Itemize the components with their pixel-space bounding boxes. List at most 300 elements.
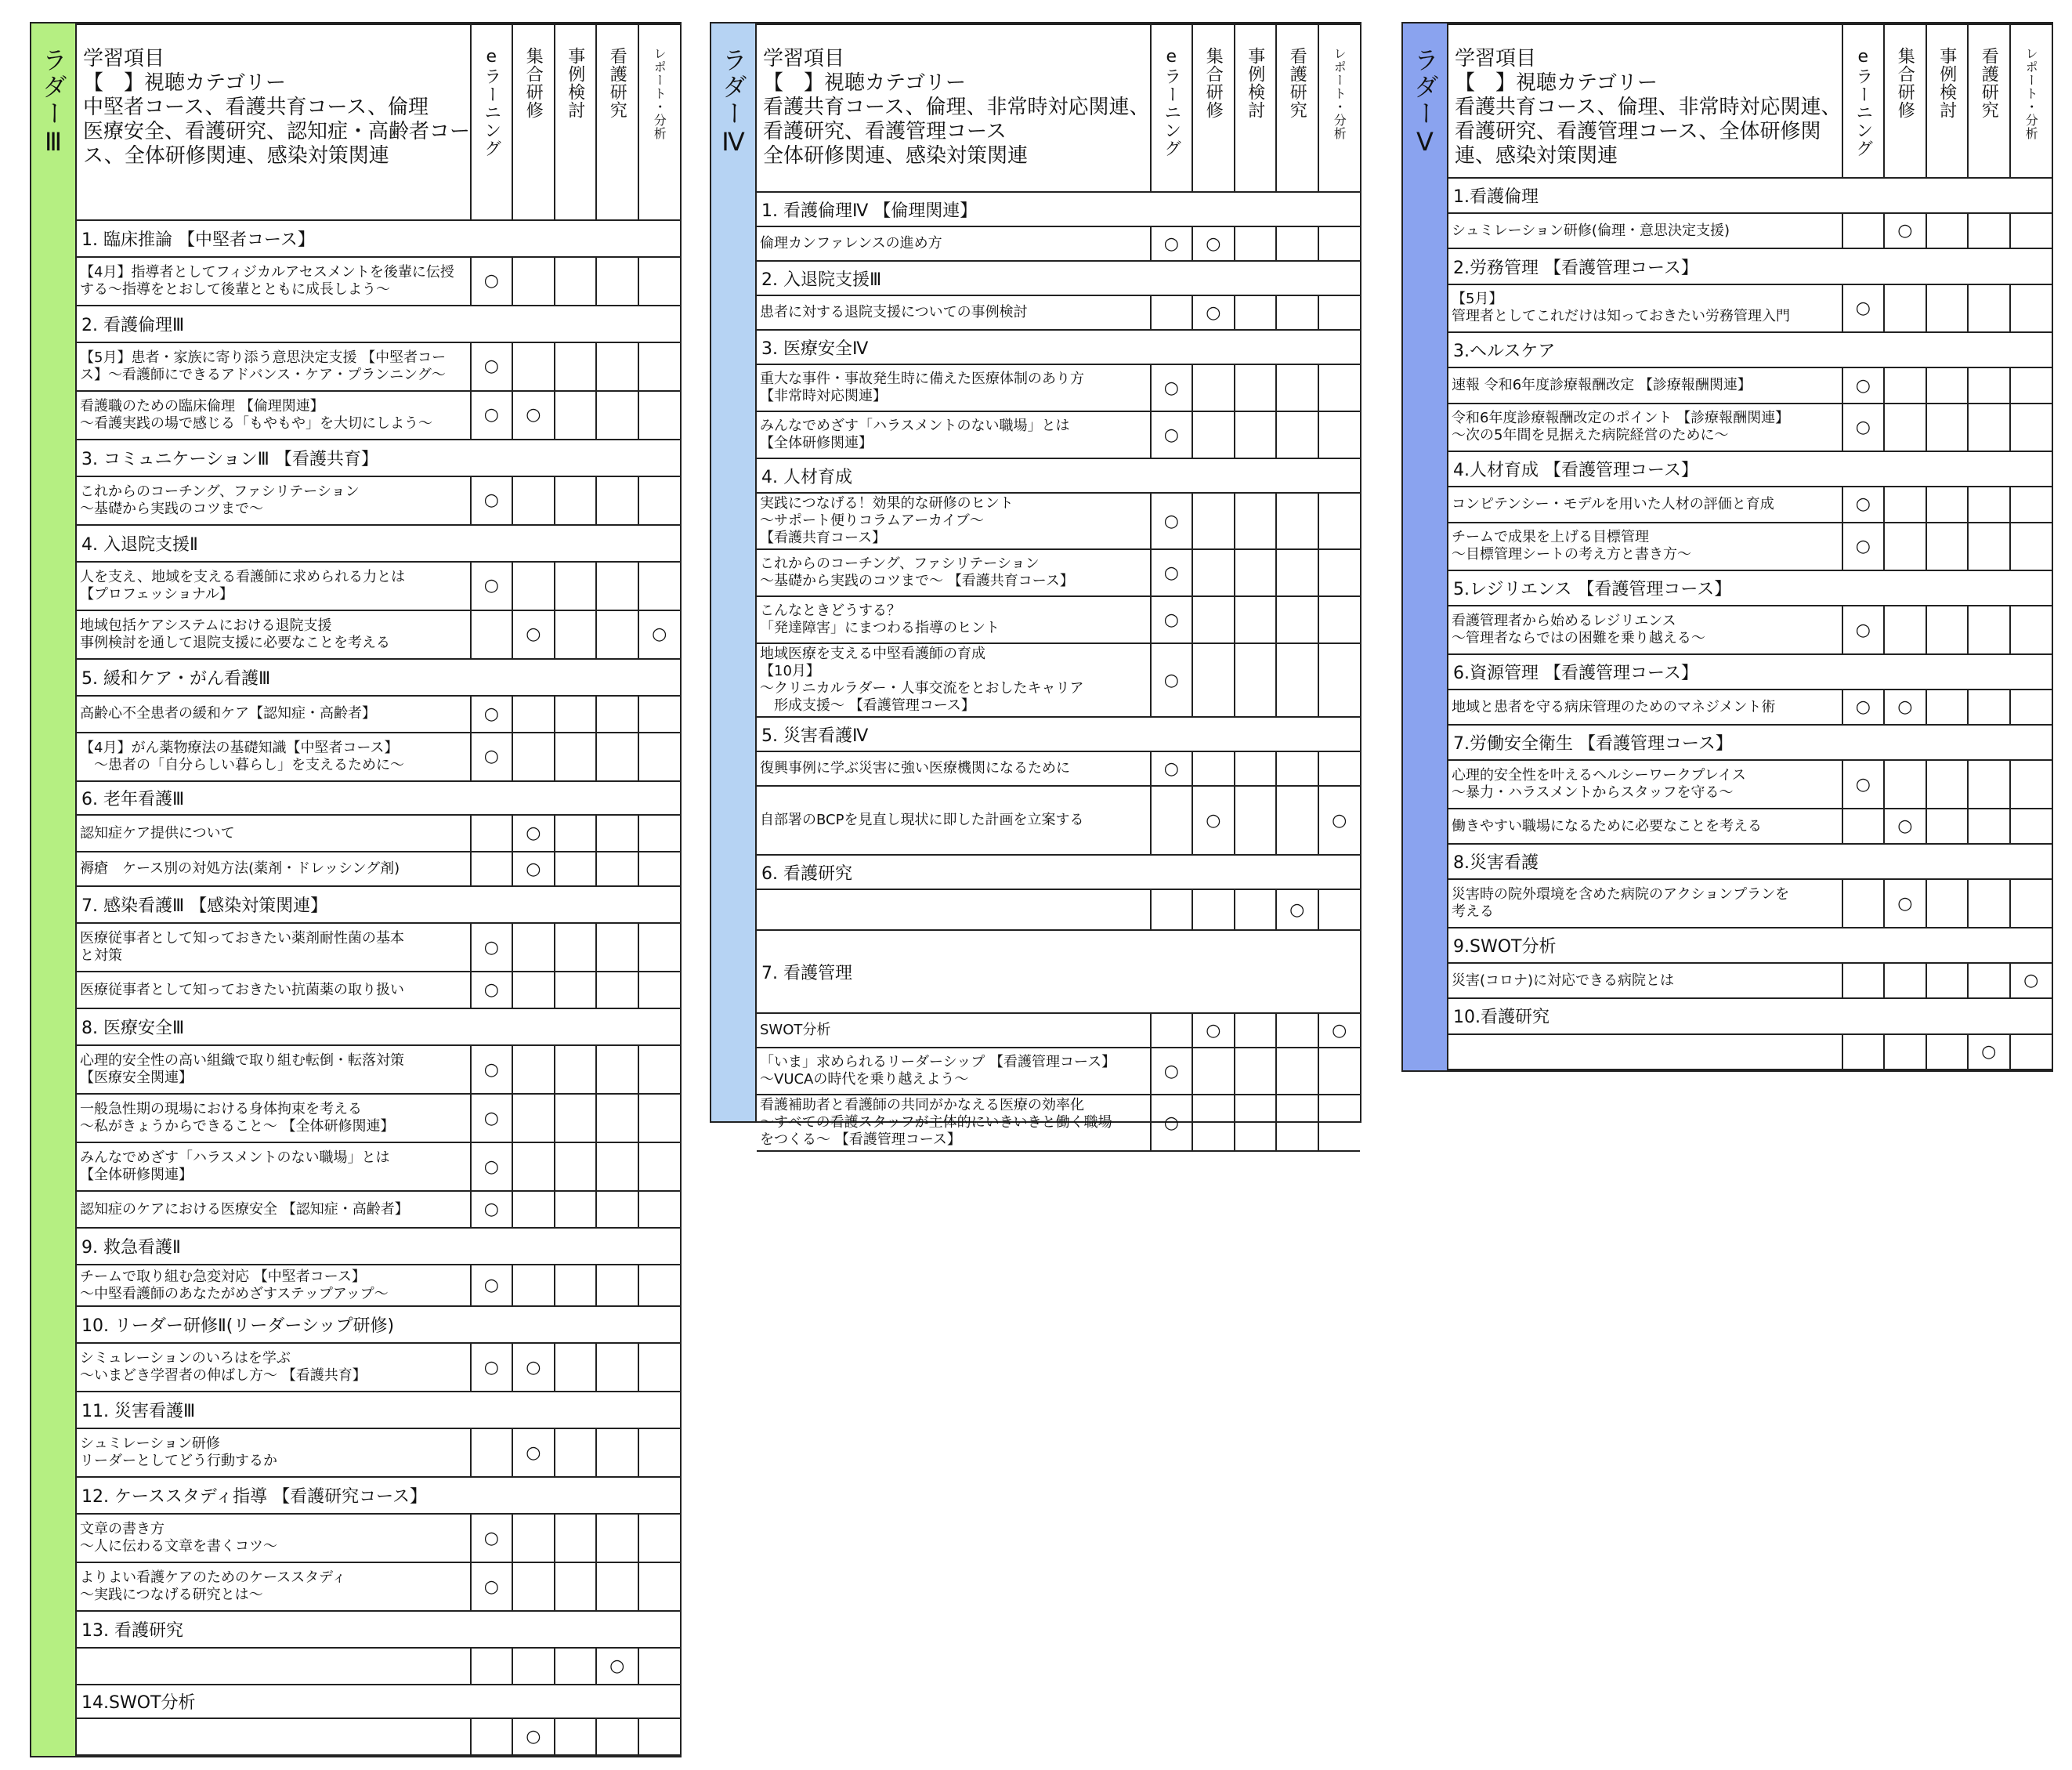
- mark-cell: ○: [1151, 643, 1192, 717]
- mark-cell: [596, 342, 638, 391]
- item-name-line: をつくる～ 【看護管理コース】: [760, 1131, 961, 1148]
- mark-cell: [1235, 1013, 1276, 1048]
- mark-cell: ○: [471, 391, 512, 440]
- item-name: [757, 643, 1151, 717]
- item-name: [1448, 487, 1842, 522]
- mark-cell: [638, 1142, 681, 1191]
- item-name: [77, 1562, 471, 1611]
- mark-cell: [1276, 226, 1318, 261]
- mark-cell: ○: [512, 852, 554, 886]
- mark-cell: [1235, 751, 1276, 786]
- mark-cell: [1968, 760, 2009, 809]
- item-row: [77, 1718, 680, 1755]
- mark-cell: [1276, 643, 1318, 717]
- mark-cell: [1926, 487, 1968, 522]
- section-row: [757, 192, 1360, 226]
- item-name: [757, 226, 1151, 261]
- item-name-line: 心理的安全性の高い組織で取り組む転倒・転落対策: [80, 1052, 404, 1070]
- mark-cell: [1884, 1034, 1926, 1070]
- item-name-line: これからのコーチング、ファシリテーション: [80, 483, 360, 500]
- mark-cell: [555, 696, 596, 733]
- mark-cell: [471, 1648, 512, 1685]
- mark-cell: ○: [1842, 487, 1884, 522]
- mark-cell: [555, 1142, 596, 1191]
- section-title: 4. 入退院支援Ⅱ: [77, 525, 680, 562]
- column-header-label: レポート・分析: [652, 47, 667, 140]
- item-name: [757, 751, 1151, 786]
- mark-cell: [2010, 1034, 2052, 1070]
- mark-cell: [596, 257, 638, 306]
- mark-cell: ○: [1151, 751, 1192, 786]
- mark-cell: [638, 342, 681, 391]
- section-row: [77, 1228, 680, 1265]
- item-name-line: よりよい看護ケアのためのケーススタディ: [80, 1569, 346, 1587]
- mark-cell: [596, 923, 638, 972]
- header-line: 学習項目: [1455, 47, 1537, 71]
- item-name-line: ～クリニカルラダー・人事交流をとおしたキャリア: [760, 680, 1084, 697]
- mark-cell: [512, 923, 554, 972]
- mark-cell: ○: [471, 562, 512, 610]
- mark-cell: [1884, 284, 1926, 333]
- item-name-line: 【プロフェッショナル】: [80, 585, 233, 603]
- mark-cell: ○: [471, 1045, 512, 1094]
- section-title: 7. 感染看護Ⅲ 【感染対策関連】: [77, 886, 680, 923]
- item-name-line: 認知症のケアにおける医療安全 【認知症・高齢者】: [80, 1200, 409, 1218]
- mark-cell: [1192, 1095, 1234, 1151]
- header-line: 中堅者コース、看護共育コース、倫理: [83, 96, 429, 119]
- mark-cell: ○: [1151, 493, 1192, 549]
- section-row: [1448, 451, 2052, 487]
- column-header-label: 事例検討: [1936, 47, 1957, 119]
- mark-cell: [596, 972, 638, 1008]
- section-title: 8. 医療安全Ⅲ: [77, 1008, 680, 1045]
- mark-cell: [596, 733, 638, 781]
- mark-cell: [555, 852, 596, 886]
- header-line: 学習項目: [83, 47, 165, 71]
- header-line: 全体研修関連、感染対策関連: [763, 144, 1029, 168]
- header-row: [757, 24, 1360, 192]
- mark-cell: [1884, 606, 1926, 654]
- item-name-line: 看護補助者と看護師の共同がかなえる医療の効率化: [760, 1097, 1084, 1113]
- column-header-label: 集合研修: [1895, 47, 1915, 119]
- section-row: [77, 306, 680, 342]
- mark-cell: [2010, 487, 2052, 522]
- mark-cell: [555, 972, 596, 1008]
- mark-cell: ○: [512, 1718, 554, 1755]
- mark-cell: [512, 562, 554, 610]
- mark-cell: [555, 1648, 596, 1685]
- mark-cell: [1926, 879, 1968, 928]
- mark-cell: [1884, 404, 1926, 452]
- item-name-line: ～VUCAの時代を乗り越えよう～: [760, 1071, 969, 1088]
- section-row: [1448, 725, 2052, 760]
- mark-cell: [1968, 284, 2009, 333]
- section-title: 7.労働安全衛生 【看護管理コース】: [1448, 725, 2052, 760]
- section-row: [1448, 332, 2052, 367]
- mark-cell: [1842, 963, 1884, 998]
- mark-cell: [471, 610, 512, 659]
- mark-cell: [1276, 364, 1318, 411]
- item-row: [77, 852, 680, 886]
- item-name: [757, 786, 1151, 855]
- mark-cell: [1192, 889, 1234, 930]
- item-name-line: する～指導をとおして後輩とともに成長しよう～: [80, 281, 390, 298]
- mark-cell: [1235, 411, 1276, 458]
- section-title: 1.看護倫理: [1448, 178, 2052, 213]
- mark-cell: [1968, 606, 2009, 654]
- mark-cell: [1276, 295, 1318, 330]
- mark-cell: ○: [512, 1428, 554, 1477]
- column-header: [1926, 24, 1968, 178]
- column-header: [555, 24, 596, 220]
- item-row: [77, 1142, 680, 1191]
- mark-cell: ○: [1842, 284, 1884, 333]
- header-line: 【 】視聴カテゴリー: [1455, 71, 1658, 95]
- item-row: [77, 1514, 680, 1562]
- ladder-label: ラダーⅢ: [38, 47, 68, 158]
- mark-cell: [1318, 493, 1361, 549]
- item-row: [77, 1094, 680, 1142]
- mark-cell: [555, 1514, 596, 1562]
- mark-cell: [638, 815, 681, 852]
- section-title: 6. 老年看護Ⅲ: [77, 781, 680, 816]
- item-name-line: ～すべての看護スタッフが主体的にいきいきと働く職場: [760, 1114, 1112, 1131]
- item-name: [1448, 879, 1842, 928]
- item-name: [1448, 809, 1842, 844]
- header-line: 医療安全、看護研究、認知症・高齢者コー: [83, 120, 471, 143]
- item-row: [1448, 963, 2052, 998]
- mark-cell: [638, 1514, 681, 1562]
- mark-cell: [512, 476, 554, 525]
- item-row: [77, 1428, 680, 1477]
- item-row: [757, 786, 1360, 855]
- item-name-line: コンピテンシー・モデルを用いた人材の評価と育成: [1452, 495, 1774, 512]
- mark-cell: [2010, 367, 2052, 403]
- section-title: 13. 看護研究: [77, 1611, 680, 1648]
- mark-cell: [596, 1045, 638, 1094]
- mark-cell: ○: [1192, 1013, 1234, 1048]
- item-name-line: ～私がきょうからできること～ 【全体研修関連】: [80, 1118, 395, 1135]
- item-name-line: 管理者としてこれだけは知っておきたい労務管理入門: [1452, 308, 1790, 325]
- section-title: 9.SWOT分析: [1448, 928, 2052, 963]
- item-name: [77, 391, 471, 440]
- mark-cell: [1192, 493, 1234, 549]
- mark-cell: [555, 610, 596, 659]
- mark-cell: [1884, 487, 1926, 522]
- item-name: [77, 815, 471, 852]
- mark-cell: ○: [1151, 596, 1192, 643]
- item-name-line: みんなでめざす「ハラスメントのない職場」とは: [760, 418, 1070, 434]
- item-name-line: 地域包括ケアシステムにおける退院支援: [80, 617, 332, 634]
- mark-cell: ○: [471, 476, 512, 525]
- mark-cell: [596, 391, 638, 440]
- section-row: [77, 525, 680, 562]
- mark-cell: [1276, 1048, 1318, 1095]
- mark-cell: [555, 1428, 596, 1477]
- item-name-line: みんなでめざす「ハラスメントのない職場」とは: [80, 1149, 390, 1167]
- mark-cell: [555, 1562, 596, 1611]
- item-name-line: 医療従事者として知っておきたい抗菌薬の取り扱い: [80, 981, 404, 998]
- column-header-label: 事例検討: [1245, 47, 1265, 119]
- mark-cell: ○: [512, 1343, 554, 1392]
- mark-cell: [1318, 1048, 1361, 1095]
- mark-cell: [1842, 1034, 1884, 1070]
- section-row: [757, 855, 1360, 889]
- item-row: [1448, 213, 2052, 248]
- item-name-line: 褥瘡 ケース別の対処方法(薬剤・ドレッシング剤): [80, 860, 400, 878]
- item-name-line: リーダーとしてどう行動するか: [80, 1453, 277, 1470]
- mark-cell: [2010, 809, 2052, 844]
- item-name: [77, 1428, 471, 1477]
- item-row: [77, 696, 680, 733]
- mark-cell: ○: [471, 1142, 512, 1191]
- section-title: 7. 看護管理: [757, 930, 1360, 1013]
- section-row: [757, 930, 1360, 1013]
- section-row: [77, 659, 680, 696]
- mark-cell: ○: [471, 1562, 512, 1611]
- mark-cell: [638, 696, 681, 733]
- item-name-line: 災害(コロナ)に対応できる病院とは: [1452, 972, 1675, 989]
- section-row: [1448, 928, 2052, 963]
- item-name: [77, 733, 471, 781]
- mark-cell: [2010, 523, 2052, 571]
- item-row: [1448, 487, 2052, 522]
- header-line: 看護共育コース、倫理、非常時対応関連、: [1455, 96, 1842, 119]
- item-row: [1448, 404, 2052, 452]
- column-header-label: レポート・分析: [1332, 47, 1347, 140]
- item-row: [77, 391, 680, 440]
- section-title: 4. 人材育成: [757, 458, 1360, 493]
- item-row: [1448, 523, 2052, 571]
- item-name-line: こんなときどうする？: [760, 603, 901, 619]
- item-name-line: 【4月】がん薬物療法の基礎知識【中堅者コース】: [80, 739, 399, 756]
- mark-cell: ○: [471, 1514, 512, 1562]
- item-row: [77, 610, 680, 659]
- item-name-line: 【全体研修関連】: [80, 1167, 193, 1184]
- item-name: [77, 1265, 471, 1306]
- item-name: [77, 1514, 471, 1562]
- mark-cell: [555, 1191, 596, 1228]
- item-name-line: 考える: [1452, 903, 1494, 921]
- mark-cell: [1318, 549, 1361, 596]
- item-name: [77, 1343, 471, 1392]
- section-row: [77, 1008, 680, 1045]
- item-row: [1448, 879, 2052, 928]
- item-row: [77, 1191, 680, 1228]
- section-row: [757, 261, 1360, 295]
- section-row: [77, 1392, 680, 1428]
- item-name-line: 医療従事者として知っておきたい薬剤耐性菌の基本: [80, 930, 404, 947]
- item-row: [1448, 690, 2052, 725]
- item-row: [77, 923, 680, 972]
- item-row: [757, 1013, 1360, 1048]
- mark-cell: [1235, 549, 1276, 596]
- column-header: [638, 24, 681, 220]
- mark-cell: ○: [1151, 364, 1192, 411]
- column-header-label: レポート・分析: [2023, 47, 2039, 140]
- section-row: [1448, 844, 2052, 879]
- mark-cell: [555, 1094, 596, 1142]
- mark-cell: [512, 1045, 554, 1094]
- mark-cell: [1276, 549, 1318, 596]
- mark-cell: ○: [1842, 606, 1884, 654]
- mark-cell: [596, 815, 638, 852]
- section-title: 5. 緩和ケア・がん看護Ⅲ: [77, 659, 680, 696]
- mark-cell: ○: [1192, 226, 1234, 261]
- mark-cell: [1842, 879, 1884, 928]
- item-row: [77, 815, 680, 852]
- mark-cell: [638, 1562, 681, 1611]
- mark-cell: [1192, 751, 1234, 786]
- mark-cell: [638, 1718, 681, 1755]
- mark-cell: [555, 1045, 596, 1094]
- mark-cell: [1926, 606, 1968, 654]
- item-name: [77, 610, 471, 659]
- mark-cell: ○: [471, 1191, 512, 1228]
- item-row: [757, 643, 1360, 717]
- mark-cell: [638, 476, 681, 525]
- mark-cell: [1276, 596, 1318, 643]
- item-name-line: 認知症ケア提供について: [80, 824, 235, 842]
- mark-cell: [2010, 760, 2052, 809]
- item-row: [1448, 809, 2052, 844]
- item-name-line: 【非常時対応関連】: [760, 388, 887, 404]
- column-header: [1276, 24, 1318, 192]
- mark-cell: [471, 815, 512, 852]
- mark-cell: [1276, 786, 1318, 855]
- header-line: 【 】視聴カテゴリー: [83, 71, 286, 95]
- mark-cell: [555, 391, 596, 440]
- mark-cell: ○: [471, 733, 512, 781]
- item-name: [1448, 760, 1842, 809]
- mark-cell: [638, 923, 681, 972]
- item-name-line: ～目標管理シートの考え方と書き方～: [1452, 546, 1691, 563]
- column-header: [1151, 24, 1192, 192]
- mark-cell: [1276, 1013, 1318, 1048]
- mark-cell: [555, 733, 596, 781]
- column-header: [1235, 24, 1276, 192]
- item-name: [77, 257, 471, 306]
- column-header: [1968, 24, 2009, 178]
- item-name-line: これからのコーチング、ファシリテーション: [760, 556, 1040, 572]
- item-row: [757, 493, 1360, 549]
- mark-cell: [1842, 213, 1884, 248]
- item-name-line: 【医療安全関連】: [80, 1070, 193, 1087]
- item-name-line: 重大な事件・事故発生時に備えた医療体制のあり方: [760, 371, 1084, 387]
- mark-cell: [512, 342, 554, 391]
- mark-cell: [596, 1265, 638, 1306]
- item-name-line: 災害時の院外環境を含めた病院のアクションプランを: [1452, 886, 1790, 903]
- mark-cell: [1235, 493, 1276, 549]
- item-name-line: 実践につなげる！効果的な研修のヒント: [760, 495, 1014, 512]
- mark-cell: [1318, 411, 1361, 458]
- mark-cell: [1926, 367, 1968, 403]
- item-name-line: ～看護実践の場で感じる「もやもや」を大切にしよう～: [80, 414, 432, 432]
- mark-cell: ○: [471, 972, 512, 1008]
- mark-cell: [2010, 690, 2052, 725]
- mark-cell: [638, 1045, 681, 1094]
- mark-cell: [1926, 690, 1968, 725]
- section-row: [1448, 998, 2052, 1033]
- mark-cell: [1235, 1048, 1276, 1095]
- mark-cell: [1318, 596, 1361, 643]
- column-header-label: eラーニング: [481, 47, 501, 157]
- mark-cell: [512, 696, 554, 733]
- mark-cell: [1926, 284, 1968, 333]
- mark-cell: [555, 342, 596, 391]
- mark-cell: [555, 257, 596, 306]
- mark-cell: [1926, 404, 1968, 452]
- column-header-label: 事例検討: [565, 47, 585, 119]
- mark-cell: [1318, 1095, 1361, 1151]
- section-title: 1. 臨床推論 【中堅者コース】: [77, 220, 680, 257]
- mark-cell: [1968, 213, 2009, 248]
- mark-cell: [1235, 226, 1276, 261]
- item-name-line: ～基礎から実践のコツまで～ 【看護共育コース】: [760, 573, 1074, 589]
- mark-cell: [1926, 523, 1968, 571]
- item-row: [1448, 606, 2052, 654]
- item-name-line: ～基礎から実践のコツまで～: [80, 500, 263, 517]
- item-row: [77, 972, 680, 1008]
- mark-cell: [596, 1718, 638, 1755]
- mark-cell: ○: [638, 610, 681, 659]
- mark-cell: [596, 1191, 638, 1228]
- mark-cell: [512, 1265, 554, 1306]
- mark-cell: [1235, 295, 1276, 330]
- section-row: [757, 717, 1360, 751]
- item-name-line: 働きやすい職場になるために必要なことを考える: [1452, 817, 1762, 834]
- item-row: [1448, 760, 2052, 809]
- item-name-line: ～中堅看護師のあなたがめざすステップアップ～: [80, 1285, 389, 1302]
- mark-cell: ○: [1151, 411, 1192, 458]
- item-name: [77, 1142, 471, 1191]
- mark-cell: [1192, 411, 1234, 458]
- item-row: [1448, 284, 2052, 333]
- mark-cell: [512, 733, 554, 781]
- column-header: [1884, 24, 1926, 178]
- section-row: [77, 1477, 680, 1514]
- item-row: [757, 411, 1360, 458]
- item-name-line: 自部署のBCPを見直し現状に即した計画を立案する: [760, 812, 1084, 828]
- mark-cell: [1968, 523, 2009, 571]
- item-row: [77, 476, 680, 525]
- mark-cell: [638, 733, 681, 781]
- item-name-line: 地域と患者を守る病床管理のためのマネジメント術: [1452, 698, 1776, 715]
- section-title: 14.SWOT分析: [77, 1685, 680, 1718]
- mark-cell: [596, 1514, 638, 1562]
- section-row: [77, 1685, 680, 1718]
- item-name: [757, 295, 1151, 330]
- mark-cell: [1884, 523, 1926, 571]
- mark-cell: ○: [1192, 295, 1234, 330]
- mark-cell: [1884, 367, 1926, 403]
- item-row: [77, 562, 680, 610]
- item-name: [1448, 1034, 1842, 1070]
- item-name: [77, 1045, 471, 1094]
- item-row: [77, 1265, 680, 1306]
- mark-cell: [512, 1191, 554, 1228]
- header-title: [757, 24, 1151, 192]
- item-name: [757, 549, 1151, 596]
- item-name-line: 【全体研修関連】: [760, 435, 873, 451]
- item-name: [77, 1094, 471, 1142]
- mark-cell: [1151, 1013, 1192, 1048]
- section-row: [77, 220, 680, 257]
- item-row: [77, 257, 680, 306]
- section-title: 11. 災害看護Ⅲ: [77, 1392, 680, 1428]
- section-row: [77, 781, 680, 816]
- ladder-4-table: [710, 22, 1361, 1148]
